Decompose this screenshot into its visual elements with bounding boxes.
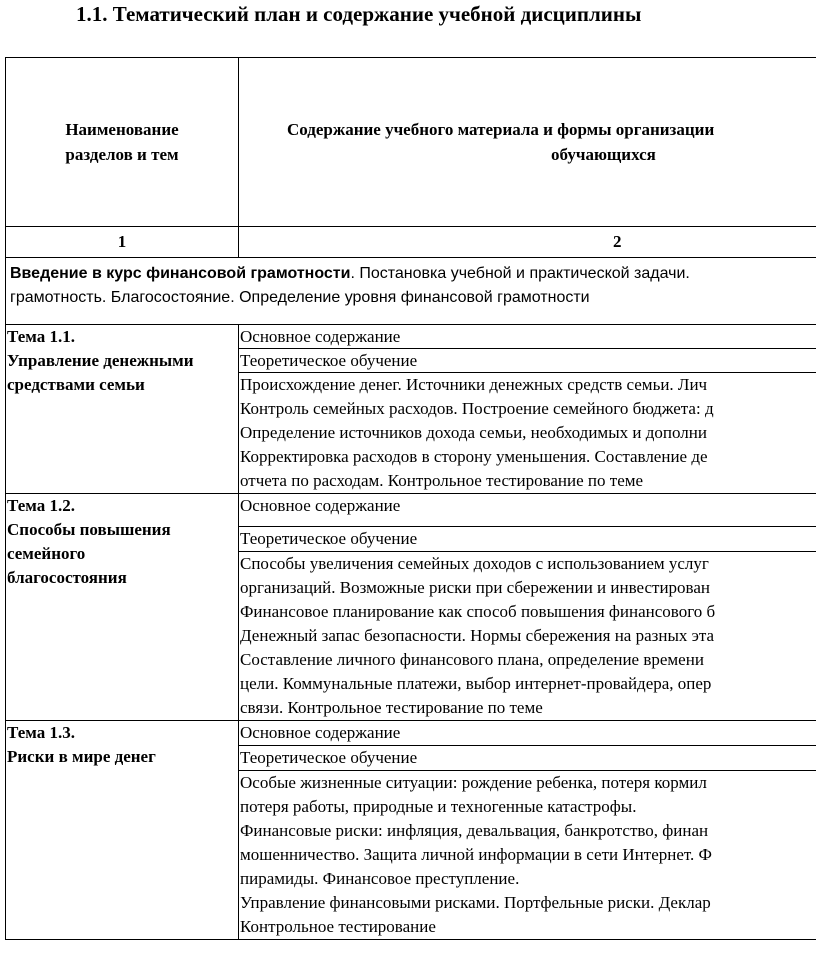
topic-title: Тема 1.1. Управление денежными средствами семьи — [6, 325, 239, 494]
theory-label: Теоретическое обучение — [239, 349, 816, 373]
intro-cell — [6, 258, 816, 325]
intro-row — [6, 258, 816, 325]
topic-title: Тема 1.3. Риски в мире денег — [6, 721, 239, 940]
content-text: Происхождение денег. Источники денежных средств семьи. Лич Контроль семейных расходов. Построение семейного бюджета: д Определение источников дохода семьи, необходимых и дополни Корректировка расходов в сторону уменьшения. Составление де отчета по расходам. Контрольное тестирование по теме — [240, 375, 714, 490]
theory-label: Теоретическое обучение — [239, 527, 816, 552]
topic-content — [239, 494, 816, 721]
topic-content — [239, 325, 816, 494]
column-number-1: 1 — [6, 227, 239, 258]
main-content-label: Основное содержание — [239, 721, 816, 746]
header-row — [6, 58, 816, 227]
topic-row — [6, 494, 816, 721]
thematic-plan-table — [5, 57, 816, 940]
topic-row — [6, 325, 816, 494]
content-text: Особые жизненные ситуации: рождение ребенка, потеря кормил потеря работы, природные и техногенные катастрофы. Финансовые риски: инфляция, девальвация, банкротство, финан мошенничество. Защита личной информации в сети Интернет. Ф пирамиды. Финансовое преступление. Управление финансовыми рисками. Портфельные риски. Деклар Контрольное тестирование — [240, 773, 712, 936]
table-frame — [5, 57, 816, 973]
column-number-row — [6, 227, 816, 258]
topic-title: Тема 1.2. Способы повышения семейного благосостояния — [6, 494, 239, 721]
theory-label: Теоретическое обучение — [239, 746, 816, 771]
content-text: Способы увеличения семейных доходов с использованием услуг организаций. Возможные риски при сбережении и инвестирован Финансовое планирование как способ повышения финансового б Денежный запас безопасности. Нормы сбережения на разных эта Составление личного финансового плана, определение времени цели. Коммунальные платежи, выбор интернет-провайдера, опер связи. Контрольное тестирование по теме — [240, 554, 716, 717]
header-content: Содержание учебного материала и формы организации обучающихся — [239, 58, 816, 227]
intro-bold: Введение в курс финансовой грамотности — [10, 265, 351, 282]
main-content-label: Основное содержание — [239, 494, 816, 527]
topic-row — [6, 721, 816, 940]
header-sections: Наименование разделов и тем — [6, 58, 239, 227]
page-title: 1.1. Тематический план и содержание учебной дисциплины — [76, 2, 642, 26]
main-content-label: Основное содержание — [239, 325, 816, 349]
intro-line2: грамотность. Благосостояние. Определение уровня финансовой грамотности — [10, 289, 590, 306]
topic-content — [239, 721, 816, 940]
column-number-2: 2 — [239, 227, 816, 258]
intro-rest: . Постановка учебной и практической задачи. — [350, 265, 690, 282]
